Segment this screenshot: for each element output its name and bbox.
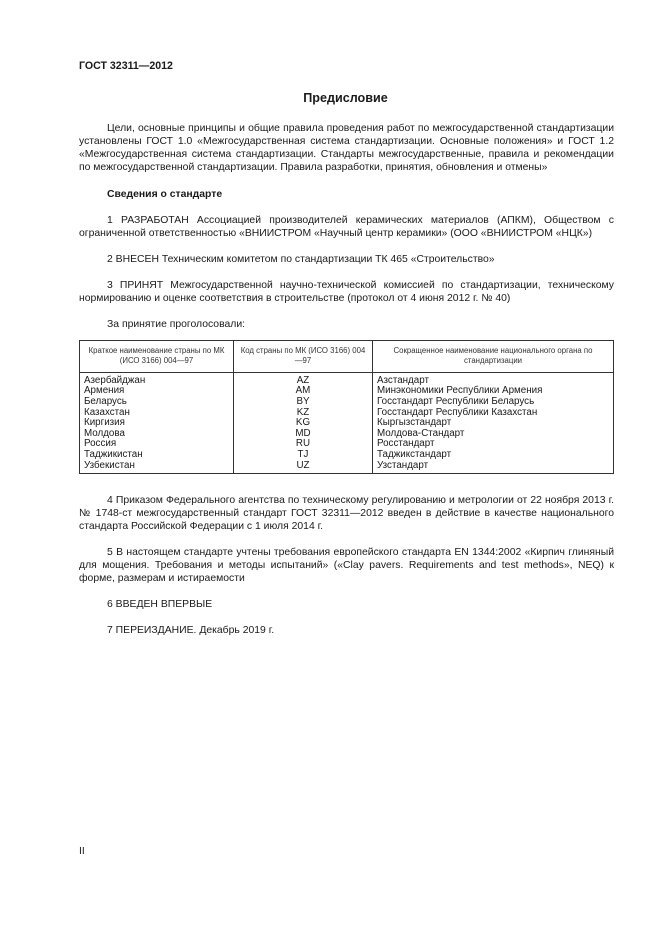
intro-paragraph: Цели, основные принципы и общие правила проведения работ по межгосударственной стандартизации установлены ГОСТ 1.0 «Межгосударственная система стандартизации. Основные положения» и ГОСТ 1.2 «Межгосударственная система стандартизации. Стандарты межгосударственные, правила и рекомендации по межгосударственной стандартизации. Правила разработки, принятия, обновления и отмены»: [79, 123, 614, 173]
country-name: Киргизия: [80, 418, 234, 429]
table-row: [80, 408, 614, 419]
paragraph-1: 1 РАЗРАБОТАН Ассоциацией производителей керамических материалов (АПКМ), Обществом с ограниченной ответственностью «ВНИИСТРОМ «Научный центр керамики» (ООО «ВНИИСТРОМ «НЦК»): [79, 215, 614, 239]
paragraph-4: 4 Приказом Федерального агентства по техническому регулированию и метрологии от 22 ноября 2013 г. № 1748-ст межгосударственный стандарт ГОСТ 32311—2012 введен в действие в качестве национального стандарта Российской Федерации с 1 июля 2014 г.: [79, 495, 614, 533]
country-code: UZ: [234, 461, 373, 474]
document-code: ГОСТ 32311—2012: [79, 60, 173, 72]
paragraph-3: 3 ПРИНЯТ Межгосударственной научно-технической комиссией по стандартизации, техническому нормированию и оценке соответствия в строительстве (протокол от 4 июня 2012 г. № 40): [79, 280, 614, 304]
table-row: [80, 418, 614, 429]
paragraph-7: 7 ПЕРЕИЗДАНИЕ. Декабрь 2019 г.: [107, 625, 275, 637]
table-row: [80, 450, 614, 461]
country-code: AM: [234, 386, 373, 397]
standards-body: Таджикстандарт: [373, 450, 614, 461]
header-country-code: Код страны по МК (ИСО 3166) 004—97: [234, 341, 373, 373]
document-body: [79, 122, 614, 637]
standards-body: Минэкономики Республики Армения: [373, 386, 614, 397]
table-row: [80, 461, 614, 474]
country-code: BY: [234, 397, 373, 408]
table-header-row: [80, 341, 614, 373]
table-row: [80, 397, 614, 408]
paragraph-2: 2 ВНЕСЕН Техническим комитетом по стандартизации ТК 465 «Строительство»: [107, 254, 495, 265]
country-name: Молдова: [80, 429, 234, 440]
country-code: TJ: [234, 450, 373, 461]
standards-body: Кыргызстандарт: [373, 418, 614, 429]
standards-body: Росстандарт: [373, 439, 614, 450]
country-code: RU: [234, 439, 373, 450]
voting-table: [79, 340, 614, 474]
country-name: Беларусь: [80, 397, 234, 408]
header-country-name: Краткое наименование страны по МК (ИСО 3166) 004—97: [80, 341, 234, 373]
table-row: [80, 429, 614, 440]
country-code: KG: [234, 418, 373, 429]
paragraph-6: 6 ВВЕДЕН ВПЕРВЫЕ: [107, 599, 213, 611]
country-name: Армения: [80, 386, 234, 397]
country-name: Узбекистан: [80, 461, 234, 474]
table-row: [80, 439, 614, 450]
country-name: Таджикистан: [80, 450, 234, 461]
section-heading: Сведения о стандарте: [107, 189, 223, 200]
country-code: MD: [234, 429, 373, 440]
paragraph-5: 5 В настоящем стандарте учтены требования европейского стандарта EN 1344:2002 «Кирпич глиняный для мощения. Требования и методы испытаний» («Clay pavers. Requirements and test methods», NEQ) к форме, размерам и истираемости: [79, 547, 614, 585]
table-row: [80, 372, 614, 386]
standards-body: Госстандарт Республики Казахстан: [373, 408, 614, 419]
country-code: KZ: [234, 408, 373, 419]
standards-body: Узстандарт: [373, 461, 614, 474]
country-code: AZ: [234, 372, 373, 386]
standards-body: Госстандарт Республики Беларусь: [373, 397, 614, 408]
page-number: II: [79, 846, 85, 857]
standards-body: Молдова-Стандарт: [373, 429, 614, 440]
country-name: Казахстан: [80, 408, 234, 419]
vote-intro: За принятие проголосовали:: [107, 319, 246, 330]
country-name: Россия: [80, 439, 234, 450]
standards-body: Азстандарт: [373, 372, 614, 386]
page-title: Предисловие: [303, 91, 388, 105]
header-standards-body: Сокращенное наименование национального органа по стандартизации: [373, 341, 614, 373]
country-name: Азербайджан: [80, 372, 234, 386]
